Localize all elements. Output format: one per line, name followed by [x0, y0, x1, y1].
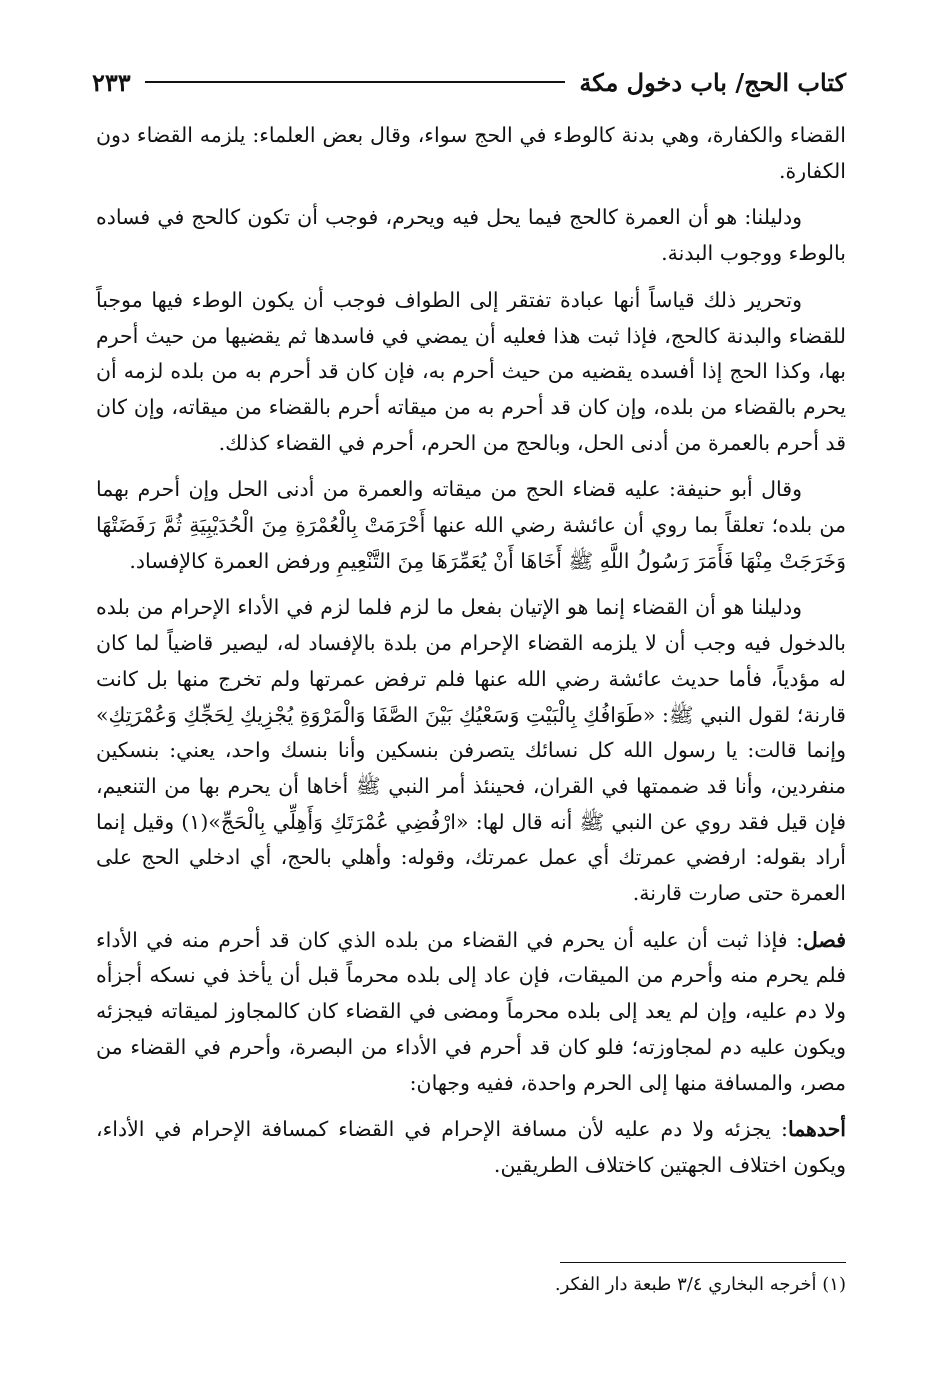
body-text	[96, 118, 846, 1195]
paragraph: ودليلنا: هو أن العمرة كالحج فيما يحل فيه ويحرم، فوجب أن تكون كالحج في فساده بالوطء ووجوب البدنة.	[96, 205, 846, 266]
running-header	[92, 62, 846, 102]
footnote: (١) أخرجه البخاري ٣/٤ طبعة دار الفكر.	[554, 1274, 846, 1295]
section-paragraph	[96, 1112, 846, 1183]
section-text: : فإذا ثبت أن عليه أن يحرم في القضاء من بلده الذي كان قد أحرم منه في الأداء فلم يحرم منه وأحرم من الميقات، فإن عاد إلى بلده محرماً قبل أن يأخذ في نسكه أجزأه ولا دم عليه، وإن لم يعد إلى بلده محرماً ومضى في القضاء كان كالمجاوز لميقاته فيجزئه ويكون عليه دم لمجاوزته؛ فلو كان قد أحرم في الأداء من البصرة، وأحرم في القضاء من مصر، والمسافة منها إلى الحرم واحدة، ففيه وجهان:	[96, 927, 846, 1095]
paragraph: وقال أبو حنيفة: عليه قضاء الحج من ميقاته والعمرة من أدنى الحل وإن أحرم بهما من بلده؛ تعلقاً بما روي أن عائشة رضي الله عنها أَحْرَمَتْ بِالْعُمْرَةِ مِنَ الْحُدَيْبِيَةِ ثُمَّ رَفَضَتْهَا وَخَرَجَتْ مِنْهَا فَأَمَرَ رَسُولُ اللَّهِ ﷺ أَخَاهَا أَنْ يُعَمِّرَهَا مِنَ التَّنْعِيمِ ورفض العمرة كالإفساد.	[96, 477, 846, 573]
section-text: : يجزئه ولا دم عليه لأن مسافة الإحرام في القضاء كمسافة الإحرام في الأداء، ويكون اختلاف الجهتين كاختلاف الطريقين.	[96, 1117, 846, 1177]
paragraph: وتحرير ذلك قياساً أنها عبادة تفتقر إلى الطواف فوجب أن يكون الوطء فيها موجباً للقضاء والبدنة كالحج، فإذا ثبت هذا فعليه أن يمضي في فاسدها ثم يقضيها من حيث أحرم بها، وكذا الحج إذا أفسده يقضيه من حيث أحرم به، فإن كان قد أحرم به من بلده لزمه أن يحرم بالقضاء من بلده، وإن كان قد أحرم به من ميقاته أحرم بالقضاء من ميقاته، وإن كان قد أحرم بالعمرة من أدنى الحل، وبالحج من الحرم، أحرم في القضاء كذلك.	[96, 287, 846, 455]
section-heading: فصل	[802, 927, 846, 952]
section-heading: أحدهما	[787, 1117, 846, 1142]
header-title: كتاب الحج/ باب دخول مكة	[579, 67, 846, 97]
footnote-rule	[560, 1262, 846, 1263]
section-paragraph	[96, 923, 846, 1102]
paragraph: ودليلنا هو أن القضاء إنما هو الإتيان بفعل ما لزم فلما لزم في الأداء الإحرام من بلده بالدخول فيه وجب أن لا يلزمه القضاء الإحرام من بلدة بالإفساد له، ليصير قاضياً لما كان له مؤدياً، فأما حديث عائشة رضي الله عنها فلم ترفض عمرتها ولم تخرج منها بل كانت قارنة؛ لقول النبي ﷺ: «طَوَافُكِ بِالْبَيْتِ وَسَعْيُكِ بَيْنَ الصَّفَا وَالْمَرْوَةِ يُجْزِيكِ لِحَجِّكِ وَعُمْرَتِكِ» وإنما قالت: يا رسول الله كل نسائك يتصرفن بنسكين وأنا بنسك واحد، يعني: بنسكين منفردين، وأنا قد ضممتها في القران، فحينئذ أمر النبي ﷺ أخاها أن يحرم بها من التنعيم، فإن قيل فقد روي عن النبي ﷺ أنه قال لها: «ارْفُضِي عُمْرَتَكِ وَأَهِلِّي بِالْحَجِّ»(١) وقيل إنما أراد بقوله: ارفضي عمرتك أي عمل عمرتك، وقوله: وأهلي بالحج، أي ادخلي الحج على العمرة حتى صارت قارنة.	[96, 595, 846, 906]
page-number: ٢٣٣	[92, 67, 131, 97]
header-rule	[145, 81, 566, 83]
paragraph: القضاء والكفارة، وهي بدنة كالوطء في الحج سواء، وقال بعض العلماء: يلزمه القضاء دون الكفارة.	[96, 123, 846, 183]
